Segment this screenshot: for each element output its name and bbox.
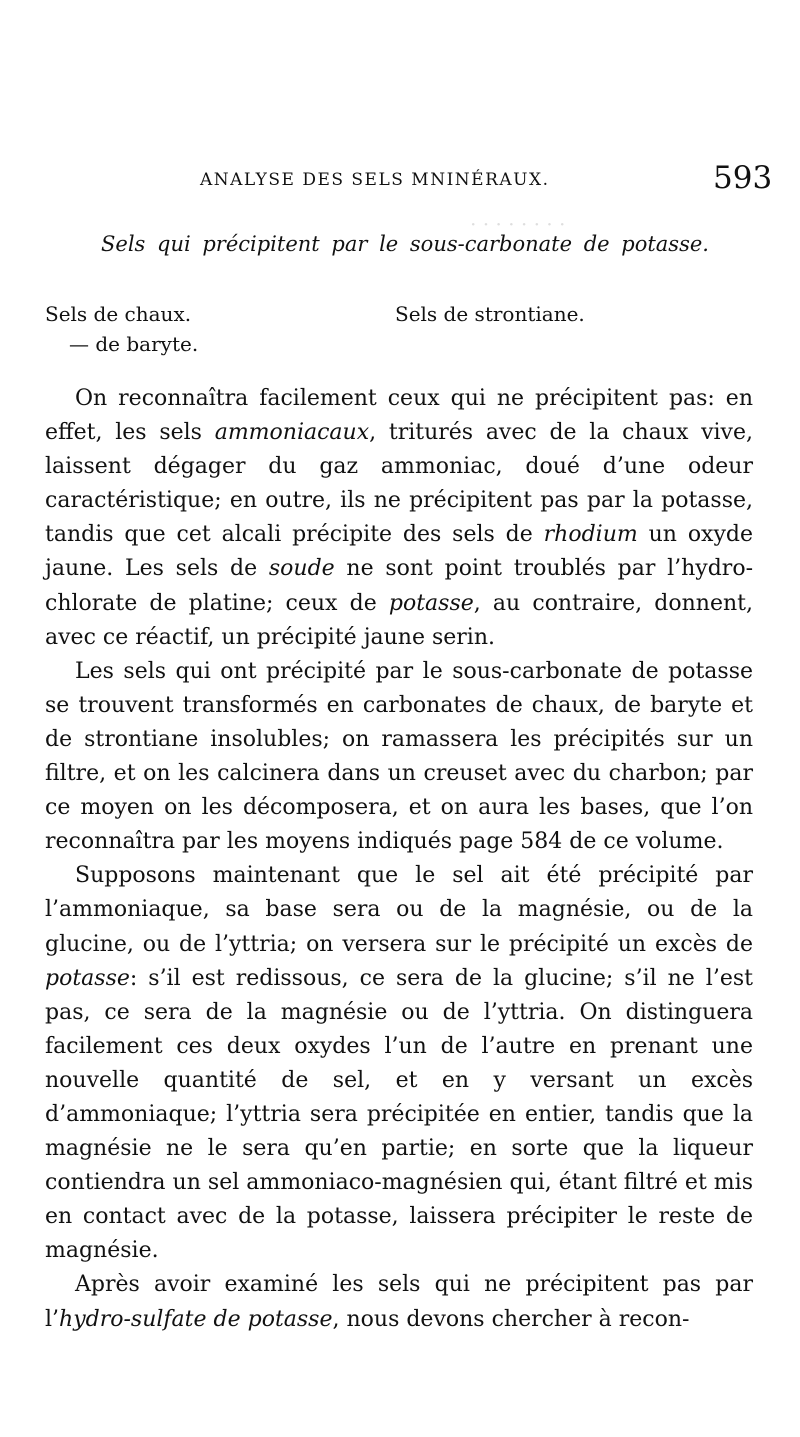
show-through-text: · · · · · · · · bbox=[470, 212, 566, 236]
page-number: 593 bbox=[713, 160, 773, 196]
salt-list bbox=[45, 302, 745, 362]
salt-chaux: Sels de chaux. bbox=[45, 302, 192, 326]
paragraph-4: Après avoir examiné les sels qui ne précipitent pas par l’hydro-sulfate de potasse, nous devons chercher à recon- bbox=[45, 1272, 753, 1332]
body-text bbox=[45, 382, 753, 1337]
salt-strontiane: Sels de strontiane. bbox=[395, 302, 585, 326]
section-subtitle: Sels qui précipitent par le sous-carbonate de potasse. bbox=[101, 232, 709, 256]
paragraph-3: Supposons maintenant que le sel ait été précipité par l’ammoniaque, sa base sera ou de la magnésie, ou de la glucine, ou de l’yttria; on versera sur le précipité un excès de potasse: s’il est redissous, ce sera de la glucine; s’il ne l’est pas, ce sera de la magnésie ou de l’yttria. On distinguera facilement ces deux oxydes l’un de l’autre en prenant une nouvelle quantité de sel, et en y versant un excès d’ammoniaque; l’yttria sera précipitée en entier, tandis que la magnésie ne le sera qu’en partie; en sorte que la liqueur contiendra un sel ammoniaco-magnésien qui, étant filtré et mis en contact avec de la potasse, laissera précipiter le reste de magnésie. bbox=[45, 863, 753, 1264]
running-title: ANALYSE DES SELS MNINÉRAUX. bbox=[200, 170, 550, 190]
salt-baryte: — de baryte. bbox=[69, 332, 199, 356]
page-header bbox=[0, 160, 800, 200]
paragraph-1: On reconnaîtra facilement ceux qui ne précipitent pas: en effet, les sels ammoniacaux, triturés avec de la chaux vive, laissent dégager du gaz ammoniac, doué d’une odeur caractéristique; en outre, ils ne précipitent pas par la potasse, tandis que cet alcali précipite des sels de rhodium un oxyde jaune. Les sels de soude ne sont point troublés par l’hydro-chlorate de platine; ceux de potasse, au contraire, donnent, avec ce réactif, un précipité jaune serin. bbox=[45, 386, 754, 650]
paragraph-2: Les sels qui ont précipité par le sous-carbonate de potasse se trouvent transformés en carbonates de chaux, de baryte et de strontiane insolubles; on ramassera les précipités sur un filtre, et on les calcinera dans un creuset avec du charbon; par ce moyen on les décomposera, et on aura les bases, que l’on reconnaîtra par les moyens indiqués page 584 de ce volume. bbox=[45, 658, 753, 855]
